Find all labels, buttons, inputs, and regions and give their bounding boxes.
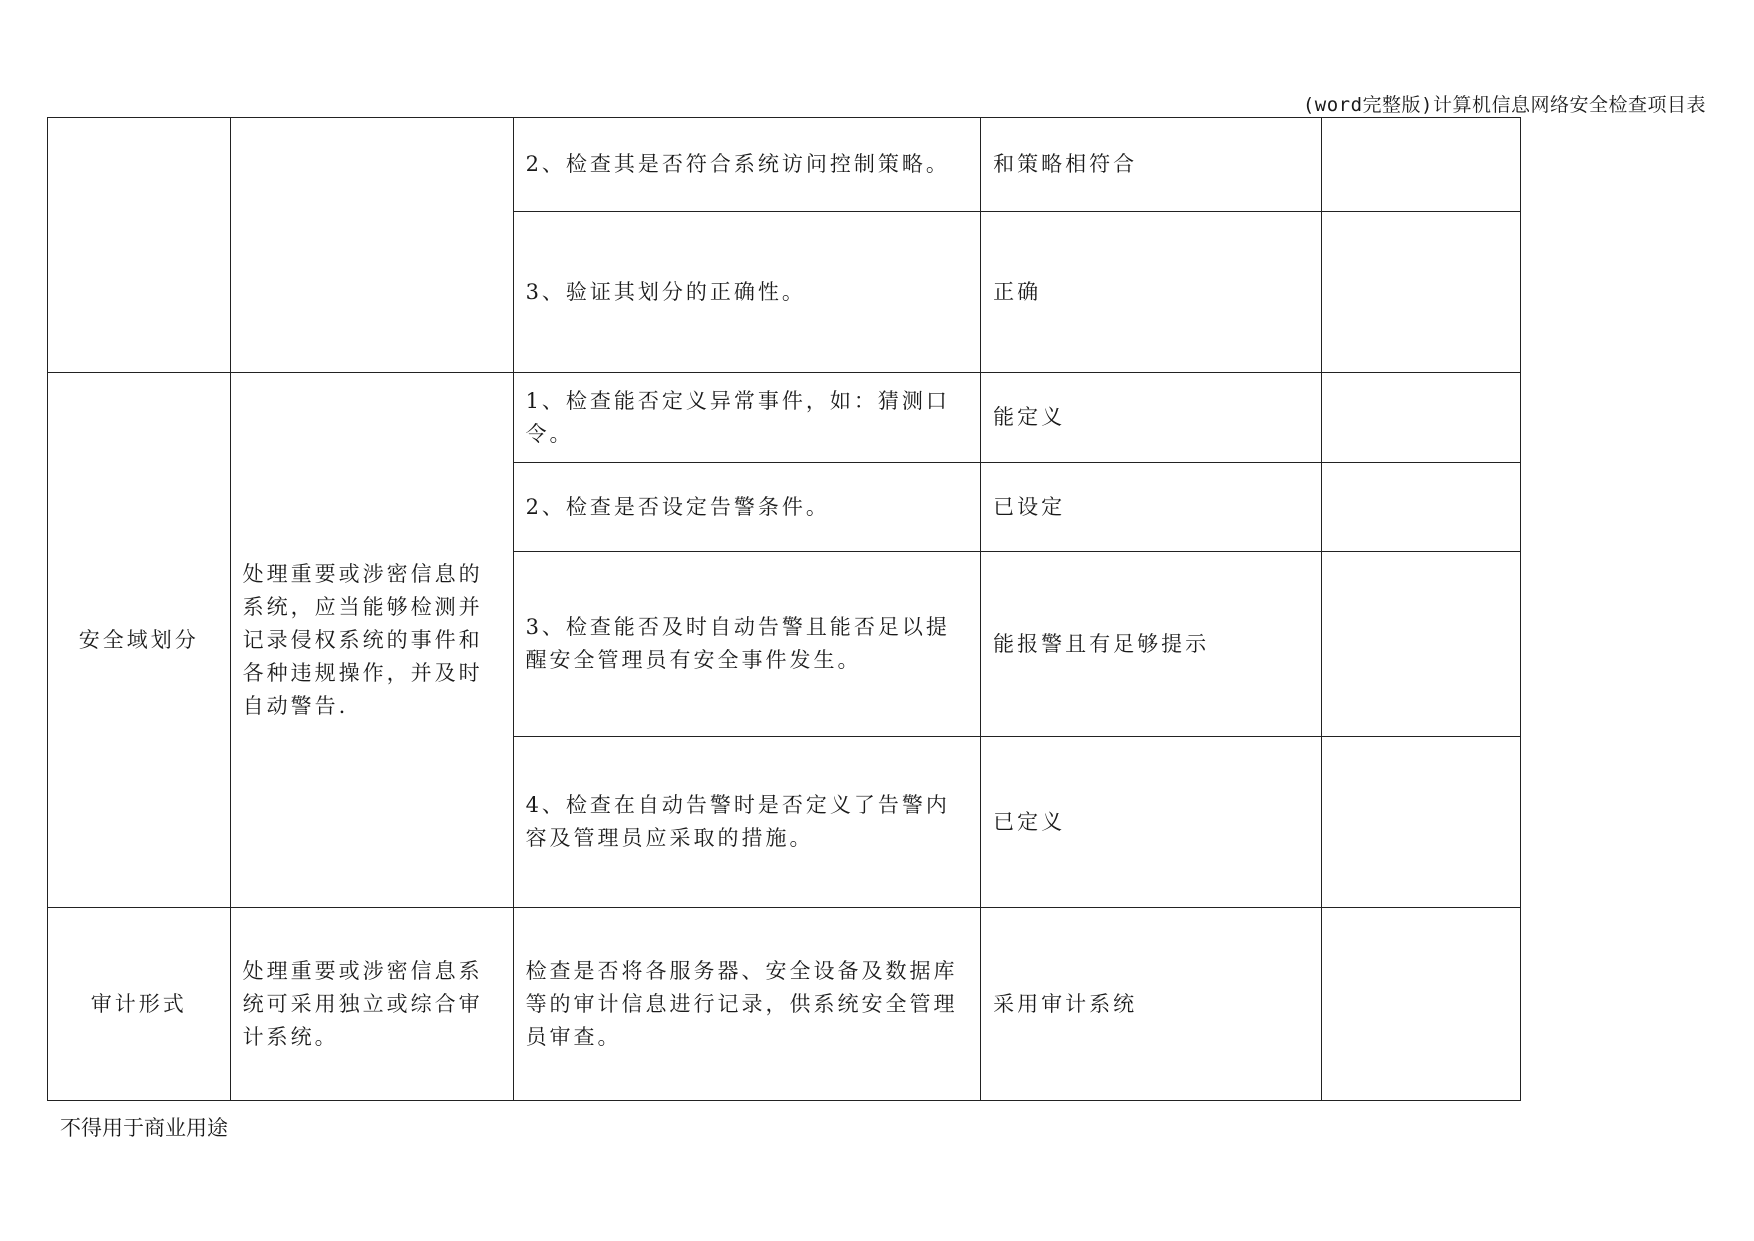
note-cell xyxy=(1322,908,1521,1101)
document-header-title: (word完整版)计算机信息网络安全检查项目表 xyxy=(1302,94,1706,116)
requirement-cell xyxy=(230,118,513,373)
check-item-cell: 3、验证其划分的正确性。 xyxy=(513,212,981,373)
category-cell: 审计形式 xyxy=(48,908,231,1101)
category-cell: 安全域划分 xyxy=(48,373,231,908)
check-item-cell: 2、检查其是否符合系统访问控制策略。 xyxy=(513,118,981,212)
result-cell: 能定义 xyxy=(981,373,1322,463)
check-item-cell: 2、检查是否设定告警条件。 xyxy=(513,463,981,552)
check-item-cell: 检查是否将各服务器、安全设备及数据库等的审计信息进行记录，供系统安全管理员审查。 xyxy=(513,908,981,1101)
requirement-cell: 处理重要或涉密信息系统可采用独立或综合审计系统。 xyxy=(230,908,513,1101)
check-item-cell: 1、检查能否定义异常事件，如：猜测口令。 xyxy=(513,373,981,463)
note-cell xyxy=(1322,737,1521,908)
table-row xyxy=(48,118,1521,212)
category-cell xyxy=(48,118,231,373)
result-cell: 和策略相符合 xyxy=(981,118,1322,212)
security-check-table xyxy=(47,117,1521,1101)
note-cell xyxy=(1322,463,1521,552)
result-cell: 能报警且有足够提示 xyxy=(981,552,1322,737)
table-row xyxy=(48,373,1521,463)
footer-disclaimer: 不得用于商业用途 xyxy=(60,1116,228,1140)
result-cell: 已定义 xyxy=(981,737,1322,908)
result-cell: 正确 xyxy=(981,212,1322,373)
note-cell xyxy=(1322,118,1521,212)
check-item-cell: 3、检查能否及时自动告警且能否足以提醒安全管理员有安全事件发生。 xyxy=(513,552,981,737)
result-cell: 已设定 xyxy=(981,463,1322,552)
table-row xyxy=(48,908,1521,1101)
note-cell xyxy=(1322,552,1521,737)
requirement-cell: 处理重要或涉密信息的系统，应当能够检测并记录侵权系统的事件和各种违规操作，并及时自动警告. xyxy=(230,373,513,908)
result-cell: 采用审计系统 xyxy=(981,908,1322,1101)
check-item-cell: 4、检查在自动告警时是否定义了告警内容及管理员应采取的措施。 xyxy=(513,737,981,908)
note-cell xyxy=(1322,212,1521,373)
note-cell xyxy=(1322,373,1521,463)
